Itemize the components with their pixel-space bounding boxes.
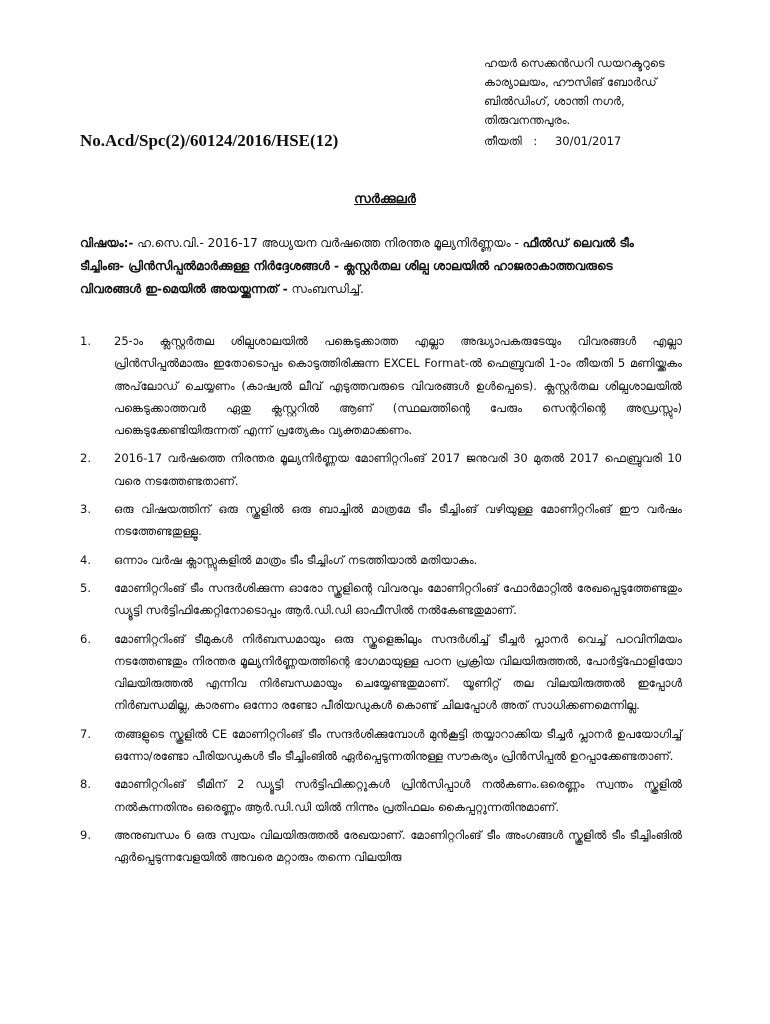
list-item-text: ഒരു വിഷയത്തിന് ഒരു സ്കൂളിൽ ഒരു ബാച്ചിൽ മാത്രമേ ടീം ടീച്ചിംങ് വഴിയുള്ള മോണിറ്ററിംങ് ഈ വർഷം നടത്തേണ്ടതുള്ളൂ.	[114, 502, 682, 539]
list-item-number: 1.	[80, 334, 91, 348]
subject-bold-text: ഫീൽഡ് ലെവൽ ടീം ടീച്ചിംങ- പ്രിൻസിപ്പൽമാർക്കുള്ള നിർദ്ദേശങ്ങൾ - ക്ലസ്റ്റർതല ശില്പ ശാലയിൽ ഹാജരാകാത്തവരുടെ വിവരങ്ങൾ ഇ-മെയിൽ അയയ്ക്കുന്നത് -	[80, 236, 634, 296]
address-line: തിരുവനന്തപുരം.	[484, 113, 571, 127]
date-line	[484, 134, 621, 149]
list-item	[80, 549, 682, 571]
subject-label: വിഷയം:-	[80, 236, 134, 250]
list-item-number: 7.	[80, 726, 91, 741]
office-address	[484, 54, 665, 130]
list-item-text: മോണിറ്ററിംങ് ടീമുകൾ നിർബന്ധമായും ഒരു സ്കൂളെങ്കിലും സന്ദർശിച്ച് ടീച്ചർ പ്ലാനർ വെച്ച് പഠവിനിമയം നടത്തേണ്ടതും നിരന്തര മൂല്യനിർണ്ണയത്തിന്റെ ഭാഗമായുള്ള പഠന പ്രക്രിയ വിലയിരുത്തൽ, പോർട്ട്ഫോളിയോ വിലയിരുത്തൽ എന്നിവ നിർബന്ധമായും ചെയ്യേണ്ടതുമാണ്. യൂണിറ്റ് തല വിലയിരുത്തൽ ഇപ്പോൾ നിർബന്ധമില്ല, കാരണം ഒന്നോ രണ്ടോ പീരിയഡുകൾ കൊണ്ട് ചിലപ്പോൾ അത് സാധിക്കണമെന്നില്ല.	[114, 631, 682, 713]
list-item-number: 8.	[80, 777, 91, 792]
list-item	[80, 773, 682, 818]
list-item	[80, 824, 682, 869]
date-separator: :	[533, 134, 538, 148]
list-item-number: 3.	[80, 502, 91, 517]
list-item-number: 4.	[80, 552, 91, 567]
list-item-number: 9.	[80, 827, 91, 842]
list-item-number: 6.	[80, 631, 91, 646]
list-item-number: 2.	[80, 451, 91, 466]
list-item	[80, 330, 682, 441]
list-item	[80, 628, 682, 717]
address-line: ഹയർ സെക്കൻഡറി ഡയറക്ടറുടെ	[484, 56, 665, 70]
document-title: സർക്കുലർ	[354, 192, 416, 207]
list-item	[80, 723, 682, 768]
subject-text: ഹ.സെ.വി.- 2016-17 അധ്യയന വർഷത്തെ നിരന്തര മൂല്യനിർണ്ണയം -	[133, 236, 523, 250]
list-item-text: തങ്ങളുടെ സ്കൂളിൽ CE മോണിറ്ററിംങ് ടീം സന്ദർശിക്കുമ്പോൾ മുൻകൂട്ടി തയ്യാറാക്കിയ ടീച്ചർ പ്ലാനർ ഉപയോഗിച്ച് ഒന്നോ/രണ്ടോ പീരിയഡുകൾ ടീം ടീച്ചിംങിൽ ഏർപ്പെടുന്നതിനുള്ള സൗകര്യം പ്രിൻസിപ്പൽ ഉറപ്പാക്കേണ്ടതാണ്.	[114, 726, 682, 764]
list-item-text: 2016-17 വർഷത്തെ നിരന്തര മൂല്യനിർണ്ണയ മോണിറ്ററിംങ് 2017 ജനുവരി 30 മുതൽ 2017 ഫെബ്രുവരി 10 വരെ നടത്തേണ്ടതാണ്.	[114, 451, 682, 488]
date-value: 30/01/2017	[554, 134, 622, 148]
reference-number: No.Acd/Spc(2)/60124/2016/HSE(12)	[80, 131, 339, 150]
list-item	[80, 577, 682, 622]
list-item-text: ഒന്നാം വർഷ ക്ലാസ്സുകളിൽ മാത്രം ടീം ടീച്ചിംഗ് നടത്തിയാൽ മതിയാകും.	[114, 552, 478, 567]
list-item-text: മോണിറ്ററിംങ് ടീമിന് 2 ഡ്യൂട്ടി സർട്ടിഫിക്കറ്റുകൾ പ്രിൻസിപ്പാൾ നൽകണം.ഒരെണ്ണം സ്വന്തം സ്കൂളിൽ നൽകുന്നതിനും ഒരെണ്ണം ആർ.ഡി.ഡി യിൽ നിന്നും പ്രതിഫലം കൈപ്പറ്റുന്നതിനുമാണ്.	[114, 777, 682, 814]
list-item-number: 5.	[80, 580, 91, 595]
list-item-text: 25-ാം ക്ലസ്റ്റർതല ശില്പശാലയിൽ പങ്കെടുക്കാത്ത എല്ലാ അദ്ധ്യാപകരുടേയും വിവരങ്ങൾ എല്ലാ പ്രിൻസിപ്പൽമാരും ഇതോടൊപ്പം കൊടുത്തിരിക്കുന്ന EXCEL Format-ൽ ഫെബ്രുവരി 1-ാം തീയതി 5 മണിയ്ക്കകം അപ്‌ലോഡ് ചെയ്യണം (കാഷ്വൽ ലീവ് എടുത്തവരുടെ വിവരങ്ങൾ ഉൾപ്പെടെ). ക്ലസ്റ്റർതല ശില്പശാലയിൽ പങ്കെടുക്കാത്തവർ ഏതു ക്ലസ്റ്ററിൽ ആണ് (സ്ഥലത്തിന്റെ പേരും സെന്ററിന്റെ അഡ്രസ്സും) പങ്കെടുക്കേണ്ടിയിരുന്നത് എന്ന് പ്രത്യേകം വ്യക്തമാക്കണം.	[114, 334, 682, 438]
subject-end-text: സംബന്ധിച്ച്.	[287, 282, 364, 296]
date-label: തീയതി	[484, 134, 522, 148]
list-item-text: മോണിറ്ററിംങ് ടീം സന്ദർശിക്കുന്ന ഓരോ സ്കൂളിന്റെ വിവരവും മോണിറ്ററിംങ് ഫോർമാറ്റിൽ രേഖപ്പെടുത്തേണ്ടതും ഡ്യൂട്ടി സർട്ടിഫിക്കേറ്റിനോടൊപ്പം ആർ.ഡി.ഡി ഓഫീസിൽ നൽകേണ്ടതുമാണ്.	[114, 580, 682, 618]
address-line: കാര്യാലയം, ഹൗസിങ് ബോർഡ്	[484, 75, 657, 89]
subject-block	[80, 232, 676, 301]
list-item	[80, 498, 682, 543]
address-line: ബിൽഡിംഗ്, ശാന്തി നഗർ,	[484, 94, 625, 108]
instruction-list	[80, 330, 682, 875]
list-item-text: അനുബന്ധം 6 ഒരു സ്വയം വിലയിരുത്തൽ രേഖയാണ്. മോണിറ്ററിംങ് ടീം അംഗങ്ങൾ സ്കൂളിൽ ടീം ടീച്ചിംങിൽ ഏർപ്പെടുന്നവേളയിൽ അവരെ മറ്റാരും തന്നെ വിലയിരു	[114, 827, 682, 865]
list-item	[80, 447, 682, 492]
